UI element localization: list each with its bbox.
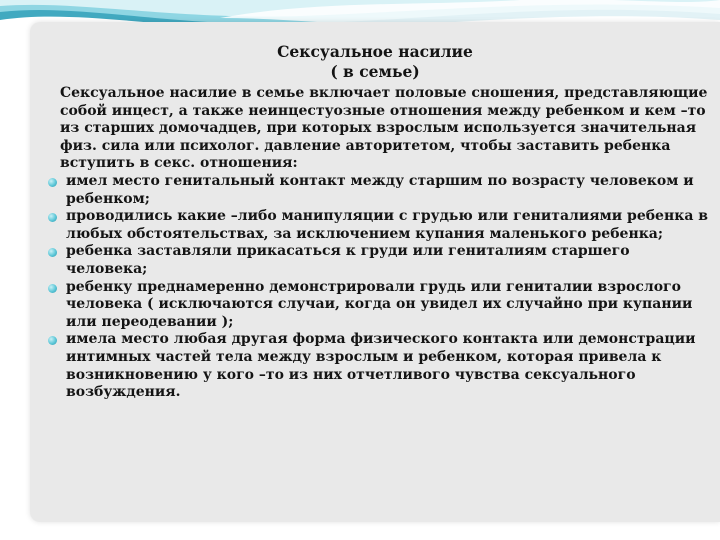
- list-item: [48, 243, 708, 278]
- title-line-2: ( в семье): [330, 62, 420, 81]
- bullet-icon: [48, 248, 57, 257]
- list-item-text: имела место любая другая форма физического контакта или демонстрации интимных частей тела между взрослым и ребенком, которая привела к возникновению у кого –то из них отчетливого чувства сексуального возбуждения.: [66, 331, 696, 401]
- title-line-1: Сексуальное насилие: [277, 42, 473, 61]
- intro-paragraph: Сексуальное насилие в семье включает половые сношения, представляющие собой инцест, а также неинцестуозные отношения между ребенком и кем –то из старших домочадцев, при которых взрослым используется значительная физ. сила или психолог. давление авторитетом, чтобы заставить ребенка вступить в секс. отношения:: [60, 85, 708, 172]
- list-item-text: ребенку преднамеренно демонстрировали грудь или гениталии взрослого человека ( исключаются случаи, когда он увидел их случайно при купании или переодевании );: [66, 278, 693, 330]
- bullet-icon: [48, 178, 57, 187]
- bullet-icon: [48, 284, 57, 293]
- bullet-icon: [48, 336, 57, 345]
- list-item: [48, 208, 708, 243]
- slide-title: [30, 42, 720, 82]
- slide-body: [48, 85, 708, 402]
- list-item-text: ребенка заставляли прикасаться к груди или гениталиям старшего человека;: [66, 243, 630, 277]
- list-item: [48, 279, 708, 332]
- list-item: [48, 173, 708, 208]
- list-item-text: имел место генитальный контакт между старшим по возрасту человеком и ребенком;: [66, 172, 694, 207]
- bullet-list: [48, 173, 708, 402]
- bullet-icon: [48, 213, 57, 222]
- list-item-text: проводились какие –либо манипуляции с грудью или гениталиями ребенка в любых обстоятельствах, за исключением купания маленького ребенка;: [66, 208, 708, 242]
- list-item: [48, 331, 708, 401]
